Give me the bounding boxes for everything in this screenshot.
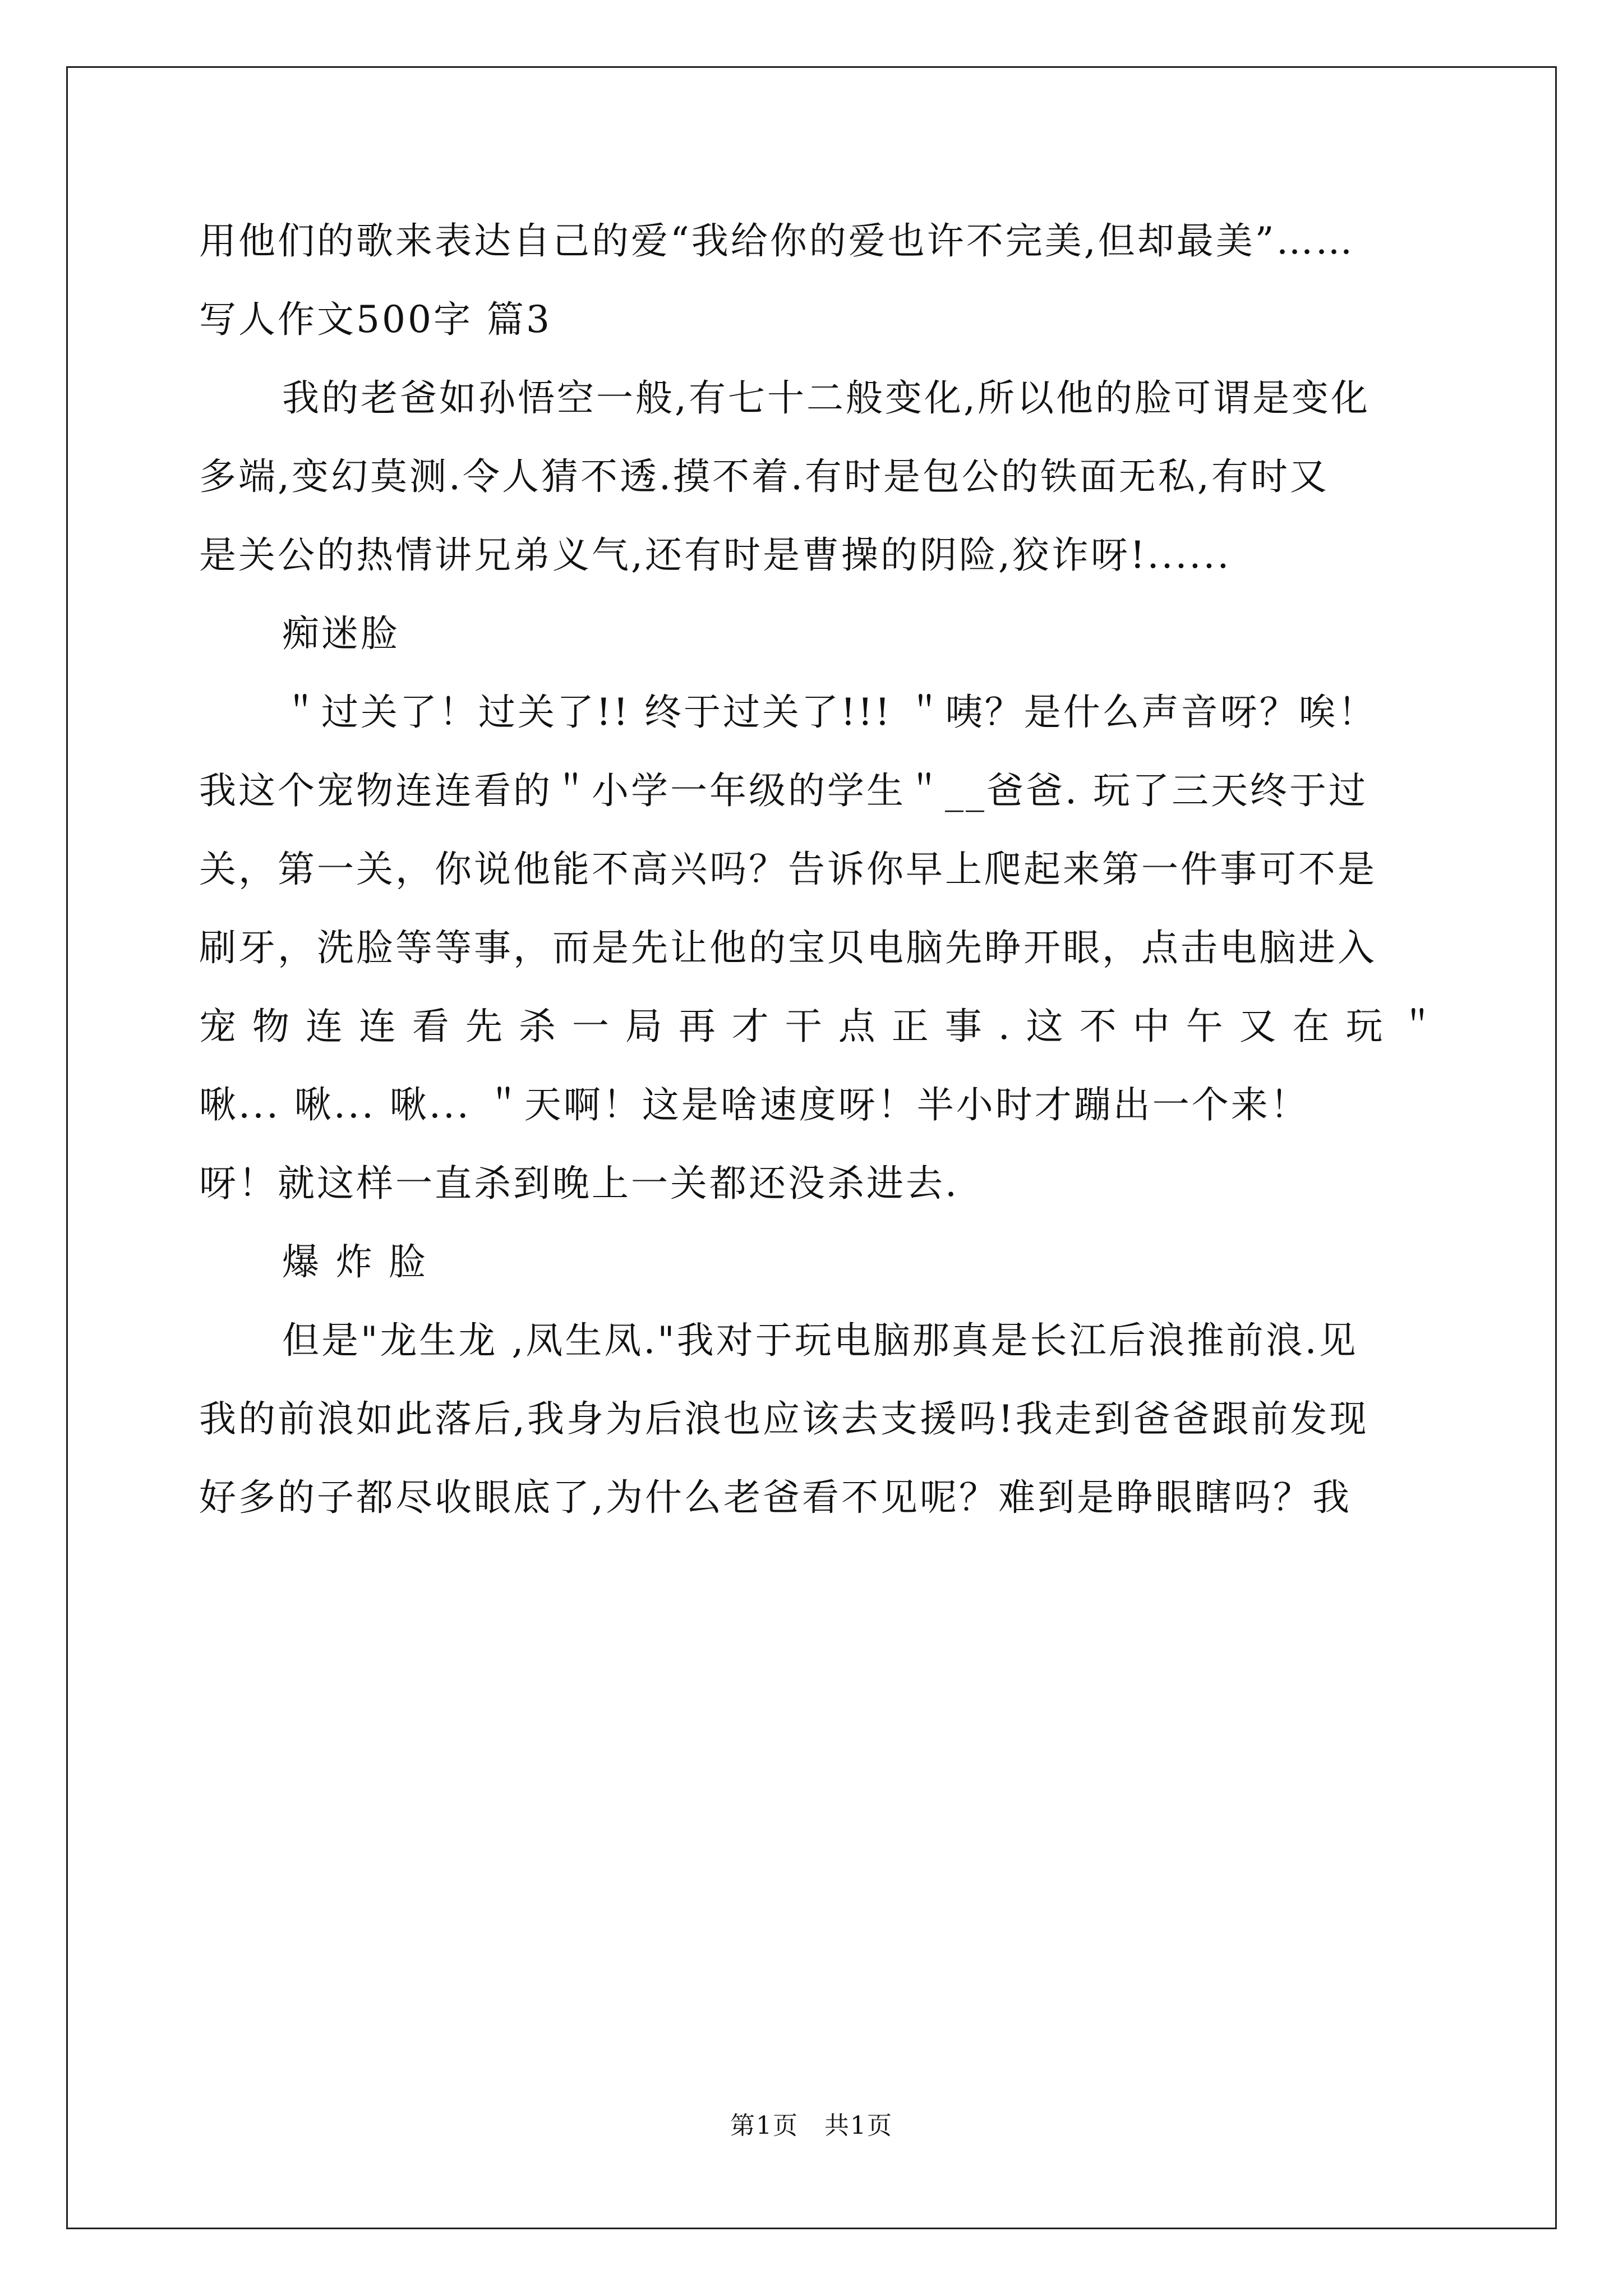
text-line: 我这个宠物连连看的＂小学一年级的学生＂__爸爸. 玩了三天终于过 bbox=[199, 769, 1368, 812]
text-line: 我的老爸如孙悟空一般,有七十二般变化,所以他的脸可谓是变化 bbox=[282, 376, 1370, 420]
text-line: 多端,变幻莫测.令人猜不透.摸不着.有时是包公的铁面无私,有时又 bbox=[199, 455, 1329, 498]
text-line: 用他们的歌来表达自己的爱“我给你的爱也许不完美,但却最美”…… bbox=[199, 219, 1355, 263]
subheading: 痴迷脸 bbox=[282, 612, 400, 655]
section-heading: 写人作文500字 篇3 bbox=[199, 298, 552, 341]
subheading: 爆 炸 脸 bbox=[282, 1240, 428, 1283]
text-line: 我的前浪如此落后,我身为后浪也应该去支援吗!我走到爸爸跟前发现 bbox=[199, 1397, 1369, 1441]
text-line: 但是"龙生龙 ,凤生凤."我对于玩电脑那真是长江后浪推前浪.见 bbox=[282, 1319, 1358, 1362]
text-line: 是关公的热情讲兄弟义气,还有时是曹操的阴险,狡诈呀!...... bbox=[199, 533, 1232, 577]
text-line: ＂过关了！过关了!! 终于过关了!!! ＂咦？是什么声音呀？唉！ bbox=[282, 691, 1377, 734]
text-line: 关，第一关，你说他能不高兴吗？告诉你早上爬起来第一件事可不是 bbox=[199, 848, 1377, 891]
text-line: 啾... 啾... 啾... ＂天啊！这是啥速度呀！半小时才蹦出一个来！ bbox=[199, 1083, 1310, 1126]
text-line: 宠 物 连 连 看 先 杀 一 局 再 才 干 点 正 事 . 这 不 中 午 又 在 玩 ＂ bbox=[199, 1005, 1438, 1048]
text-line: 呀！就这样一直杀到晚上一关都还没杀进去. bbox=[199, 1162, 959, 1205]
page-number-footer: 第1页 共1页 bbox=[730, 2111, 893, 2140]
text-line: 好多的子都尽收眼底了,为什么老爸看不见呢？难到是睁眼瞎吗？我 bbox=[199, 1476, 1352, 1519]
text-line: 刷牙，洗脸等等事，而是先让他的宝贝电脑先睁开眼，点击电脑进入 bbox=[199, 926, 1377, 969]
